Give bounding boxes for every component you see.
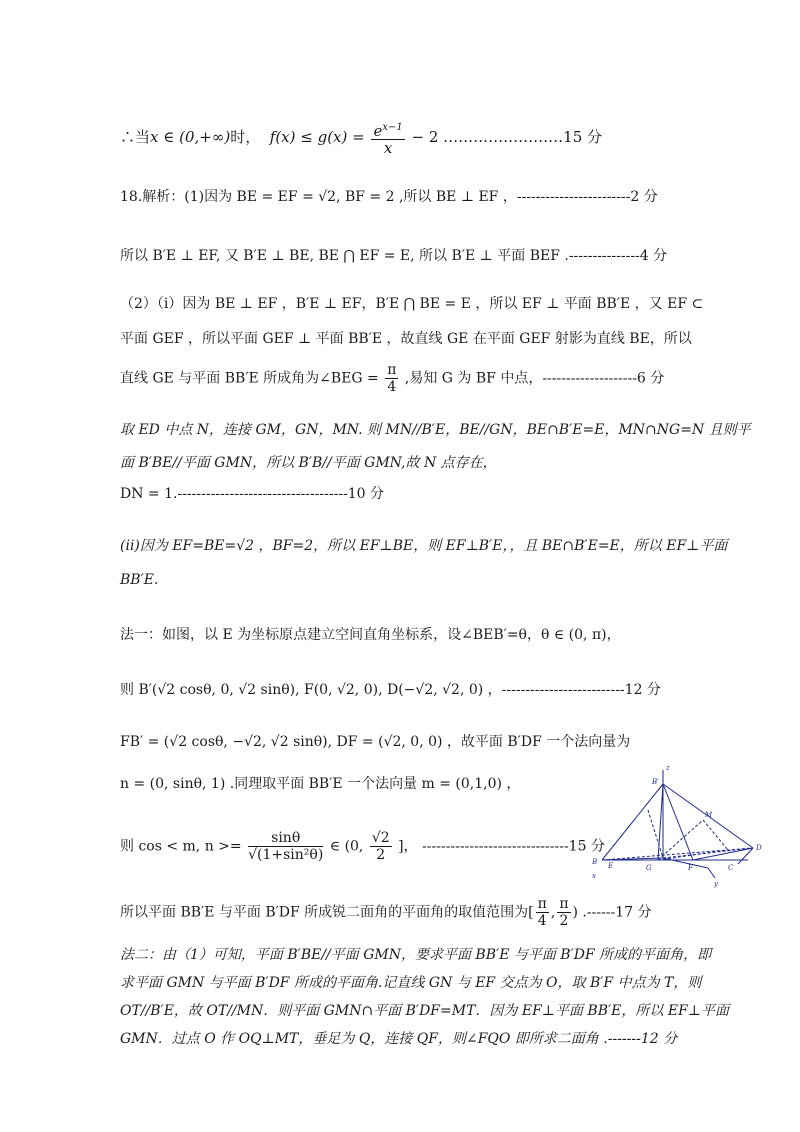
line-midpoint-n: 取 ED 中点 N，连接 GM，GN，MN. 则 MN//B′E，BE//GN，BE∩B′E=E，MN∩NG=N 且则平 <box>120 422 751 438</box>
line-coordinates: 则 B′(√2 cosθ, 0, √2 sinθ), F(0, √2, 0), D(−√2, √2, 0) ，--------------------------12 分 <box>120 682 661 698</box>
range-open: ∈ (0, <box>329 838 364 855</box>
fraction-e-over-x <box>371 120 404 156</box>
line-method1: 法一：如图，以 E 为坐标原点建立空间直角坐标系，设∠BEB′=θ，θ ∈ (0, π)， <box>120 627 621 643</box>
denominator: 2 <box>376 847 386 863</box>
label-x: x <box>592 872 596 880</box>
label-b: B <box>592 858 598 866</box>
line-bbe: BB′E. <box>120 572 159 588</box>
label-g: G <box>646 864 652 872</box>
score-tail: − 2 ……………………15 分 <box>411 128 603 146</box>
line-dn-value: DN = 1.------------------------------------10 分 <box>120 486 385 502</box>
fraction-cosine <box>248 830 323 863</box>
comma: , <box>550 904 556 921</box>
numerator: π <box>537 896 547 912</box>
domain-math: x ∈ (0,+∞) <box>150 128 231 146</box>
line-angle-beg <box>120 362 664 395</box>
numerator: π <box>387 362 397 378</box>
line-method2-d: GMN．过点 O 作 OQ⊥MT，垂足为 Q，连接 QF，则∠FQO 即所求二面角 .-------12 分 <box>120 1031 678 1047</box>
when-text: 时， <box>230 128 261 146</box>
line-conclusion <box>120 120 602 156</box>
numerator: √2 <box>371 830 390 846</box>
label-bprime: B′ <box>652 778 659 786</box>
numerator-base: e <box>373 122 383 140</box>
line-perpendicular-plane: 所以 B′E ⊥ EF, 又 B′E ⊥ BE, BE ⋂ EF = E, 所以 B′E ⊥ 平面 BEF .---------------4 分 <box>120 248 668 264</box>
denominator: 2 <box>559 913 569 929</box>
line-normal-vectors: n = (0, sinθ, 1) .同理取平面 BB′E 一个法向量 m = (0,1,0) ， <box>120 776 521 792</box>
fraction-pi-over-2 <box>557 896 570 929</box>
line-part2-i: （2）（i）因为 BE ⊥ EF ，B′E ⊥ EF，B′E ⋂ BE = E ，所以 EF ⊥ 平面 BB′E ，又 EF ⊂ <box>120 296 704 312</box>
denominator: x <box>383 139 393 157</box>
line-angle-range <box>120 896 652 929</box>
edge-bp-f <box>663 784 693 860</box>
numerator-exponent: x−1 <box>382 122 403 133</box>
range-text: 所以平面 BB′E 与平面 B′DF 所成锐二面角的平面角的取值范围为[ <box>120 904 534 921</box>
label-d: D <box>756 844 762 852</box>
label-e: E <box>608 862 614 870</box>
dashed-m-n <box>703 820 728 850</box>
line-method2-b: 求平面 GMN 与平面 B′DF 所成的平面角.记直线 GN 与 EF 交点为 O，取 B′F 中点为 T，则 <box>120 975 702 991</box>
y-axis-line <box>708 868 715 878</box>
line-q18-part1: 18.解析：(1)因为 BE = EF = √2, BF = 2 ,所以 BE ⊥ EF ，------------------------2 分 <box>120 189 658 205</box>
label-f: F <box>688 864 693 872</box>
line-parallel-planes: 面 B′BE//平面 GMN，所以 B′B//平面 GMN,故 N 点存在， <box>120 455 497 471</box>
line-vectors: FB′ = (√2 cosθ, −√2, √2 sinθ), DF = (√2, 0, 0) ，故平面 B′DF 一个法向量为 <box>120 734 631 750</box>
angle-text: 直线 GE 与平面 BB′E 所成角为∠BEG = <box>120 370 379 387</box>
dashed-b-d <box>602 848 753 860</box>
fraction-pi-over-4 <box>385 362 398 395</box>
numerator: π <box>559 896 569 912</box>
numerator: sinθ <box>248 830 323 847</box>
figure-lines <box>602 770 753 878</box>
label-z: z <box>666 764 670 772</box>
inequality-math: f(x) ≤ g(x) = <box>269 128 365 146</box>
line-part2-ii: (ii)因为 EF=BE=√2 ，BF=2，所以 EF⊥BE，则 EF⊥B′E，，且 BE∩B′E=E，所以 EF⊥平面 <box>120 538 728 554</box>
line-plane-projection: 平面 GEF ，所以平面 GEF ⊥ 平面 BB′E ，故直线 GE 在平面 GEF 射影为直线 BE，所以 <box>120 331 692 347</box>
fraction-pi-over-4 <box>536 896 549 929</box>
geometry-figure <box>588 760 770 895</box>
figure-labels <box>591 764 762 888</box>
score-15: ]， -------------------------------15 分 <box>398 838 605 855</box>
edge-bp-b <box>602 784 663 860</box>
line-method2-c: OT//B′E，故 OT//MN．则平面 GMN∩平面 B′DF=MT．因为 EF⊥平面 BB′E，所以 EF⊥平面 <box>120 1003 729 1019</box>
line-cosine <box>120 830 605 863</box>
therefore-text: ∴当 <box>120 128 151 146</box>
midpoint-text: ,易知 G 为 BF 中点，--------------------6 分 <box>404 370 665 387</box>
fraction-root2-over-2 <box>370 830 392 863</box>
score-17: ) .------17 分 <box>572 904 652 921</box>
denominator: 4 <box>537 913 547 929</box>
label-c: C <box>728 864 734 872</box>
cos-text: 则 cos < m, n >= <box>120 838 242 855</box>
line-method2: 法二：由（1）可知，平面 B′BE//平面 GMN，要求平面 BB′E 与平面 B′DF 所成的平面角，即 <box>120 947 712 963</box>
denominator: 4 <box>387 379 397 395</box>
label-y: y <box>714 880 718 888</box>
dashed-g-m <box>658 820 703 860</box>
denominator: √(1+sin²θ) <box>248 847 324 863</box>
label-m: M <box>705 811 713 819</box>
